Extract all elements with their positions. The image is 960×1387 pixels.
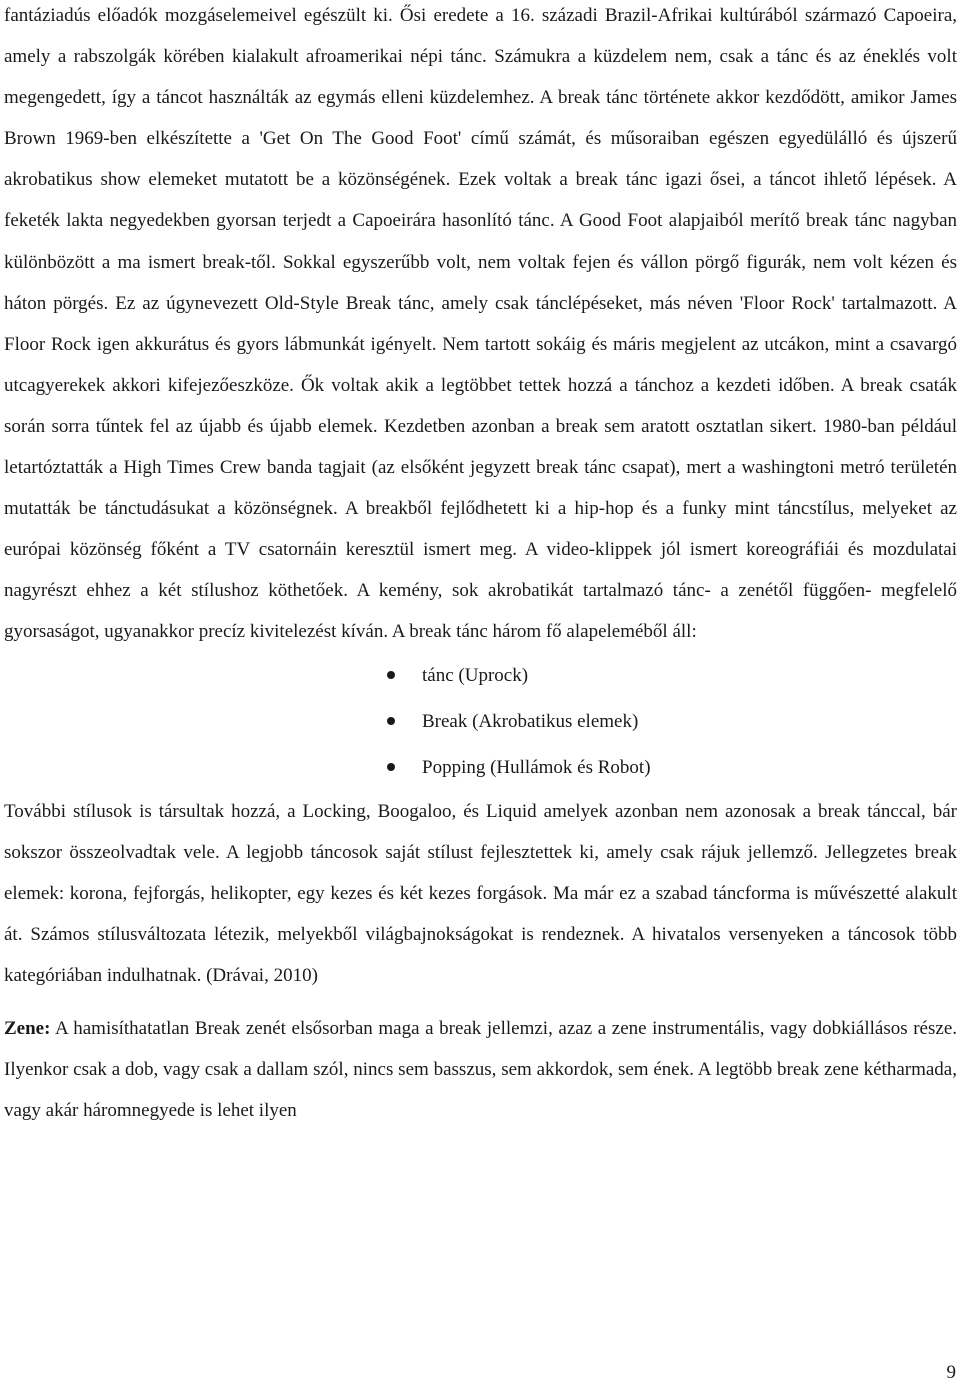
body-paragraph-styles: További stílusok is társultak hozzá, a Locking, Boogaloo, és Liquid amelyek azonban nem azonosak a break tánccal, bár sokszor összeolvadtak vele. A legjobb táncosok saját stílust fejlesztettek ki, amely csak rájuk jellemző. Jellegzetes break elemek: korona, fejforgás, helikopter, egy kezes és két kezes forgások. Ma már ez a szabad táncforma is művészetté alakult át. Számos stílusváltozata létezik, melyekből világbajnokságokat is rendeznek. A hivatalos versenyeken a táncosok több kategóriában indulhatnak. (Drávai, 2010): [4, 800, 957, 986]
dance-elements-list: [4, 653, 957, 791]
body-paragraph-history: fantáziadús előadók mozgáselemeivel egészült ki. Ősi eredete a 16. századi Brazil-Afrikai kultúrából származó Capoeira, amely a rabszolgák körében kialakult afroamerikai népi tánc. Számukra a küzdelem nem, csak a tánc és az éneklés volt megengedett, így a táncot használták az egymás elleni küzdelemhez. A break tánc története akkor kezdődött, amikor James Brown 1969-ben elkészítette a 'Get On The Good Foot' című számát, és műsoraiban egészen egyedülálló és újszerű akrobatikus show elemeket mutatott be a közönségének. Ezek voltak a break tánc igazi ősei, a táncot ihlető lépések. A feketék lakta negyedekben gyorsan terjedt a Capoeirára hasonlító tánc. A Good Foot alapjaiból merítő break tánc nagyban különbözött a ma ismert break-től. Sokkal egyszerűbb volt, nem voltak fejen és vállon pörgő figurák, nem volt kézen és háton pörgés. Ez az úgynevezett Old-Style Break tánc, amely csak tánclépéseket, más néven 'Floor Rock' tartalmazott. A Floor Rock igen akkurátus és gyors lábmunkát igényelt. Nem tartott sokáig és máris megjelent az utcákon, mint a csavargó utcagyerekek akkori kifejezőeszköze. Ők voltak akik a legtöbbet tettek hozzá a tánchoz a kezdeti időben. A break csaták során sorra tűntek fel az újabb és újabb elemek. Kezdetben azonban a break sem aratott osztatlan sikert. 1980-ban például letartóztatták a High Times Crew banda tagjait (az elsőként jegyzett break tánc csapat), mert a washingtoni metró területén mutatták be tánctudásukat a közönségnek. A breakből fejlődhetett ki a hip-hop és a funky mint táncstílus, melyeket az európai közönség főként a TV csatornáin keresztül ismert meg. A video-klippek jól ismert koreográfiái és mozdulatai nagyrészt ehhez a két stílushoz köthetőek. A kemény, sok akrobatikát tartalmazó tánc- a zenétől függően- megfelelő gyorsaságot, ugyanakkor precíz kivitelezést kíván. A break tánc három fő alapeleméből áll:: [4, 5, 957, 643]
list-item: [4, 745, 957, 791]
section-label: Zene:: [4, 1017, 51, 1039]
bullet-icon: [387, 717, 395, 725]
body-text: A hamisíthatatlan Break zenét elsősorban maga a break jellemzi, azaz a zene instrumentális, vagy dobkiállásos része. Ilyenkor csak a dob, vagy csak a dallam szól, nincs sem basszus, sem akkordok, sem ének. A legtöbb break zene kétharmada, vagy akár háromnegyede is lehet ilyen: [4, 1017, 957, 1122]
paragraph-spacer: [4, 996, 957, 1008]
list-item: [4, 699, 957, 745]
page-number: 9: [946, 1362, 956, 1383]
bullet-icon: [387, 671, 395, 679]
list-item-text: tánc (Uprock): [422, 664, 529, 686]
body-paragraph-music: [4, 1008, 957, 1131]
list-item-text: Popping (Hullámok és Robot): [422, 756, 651, 778]
bullet-icon: [387, 763, 395, 771]
list-item: [4, 653, 957, 699]
document-page: [4, 0, 957, 1131]
list-item-text: Break (Akrobatikus elemek): [422, 710, 639, 732]
